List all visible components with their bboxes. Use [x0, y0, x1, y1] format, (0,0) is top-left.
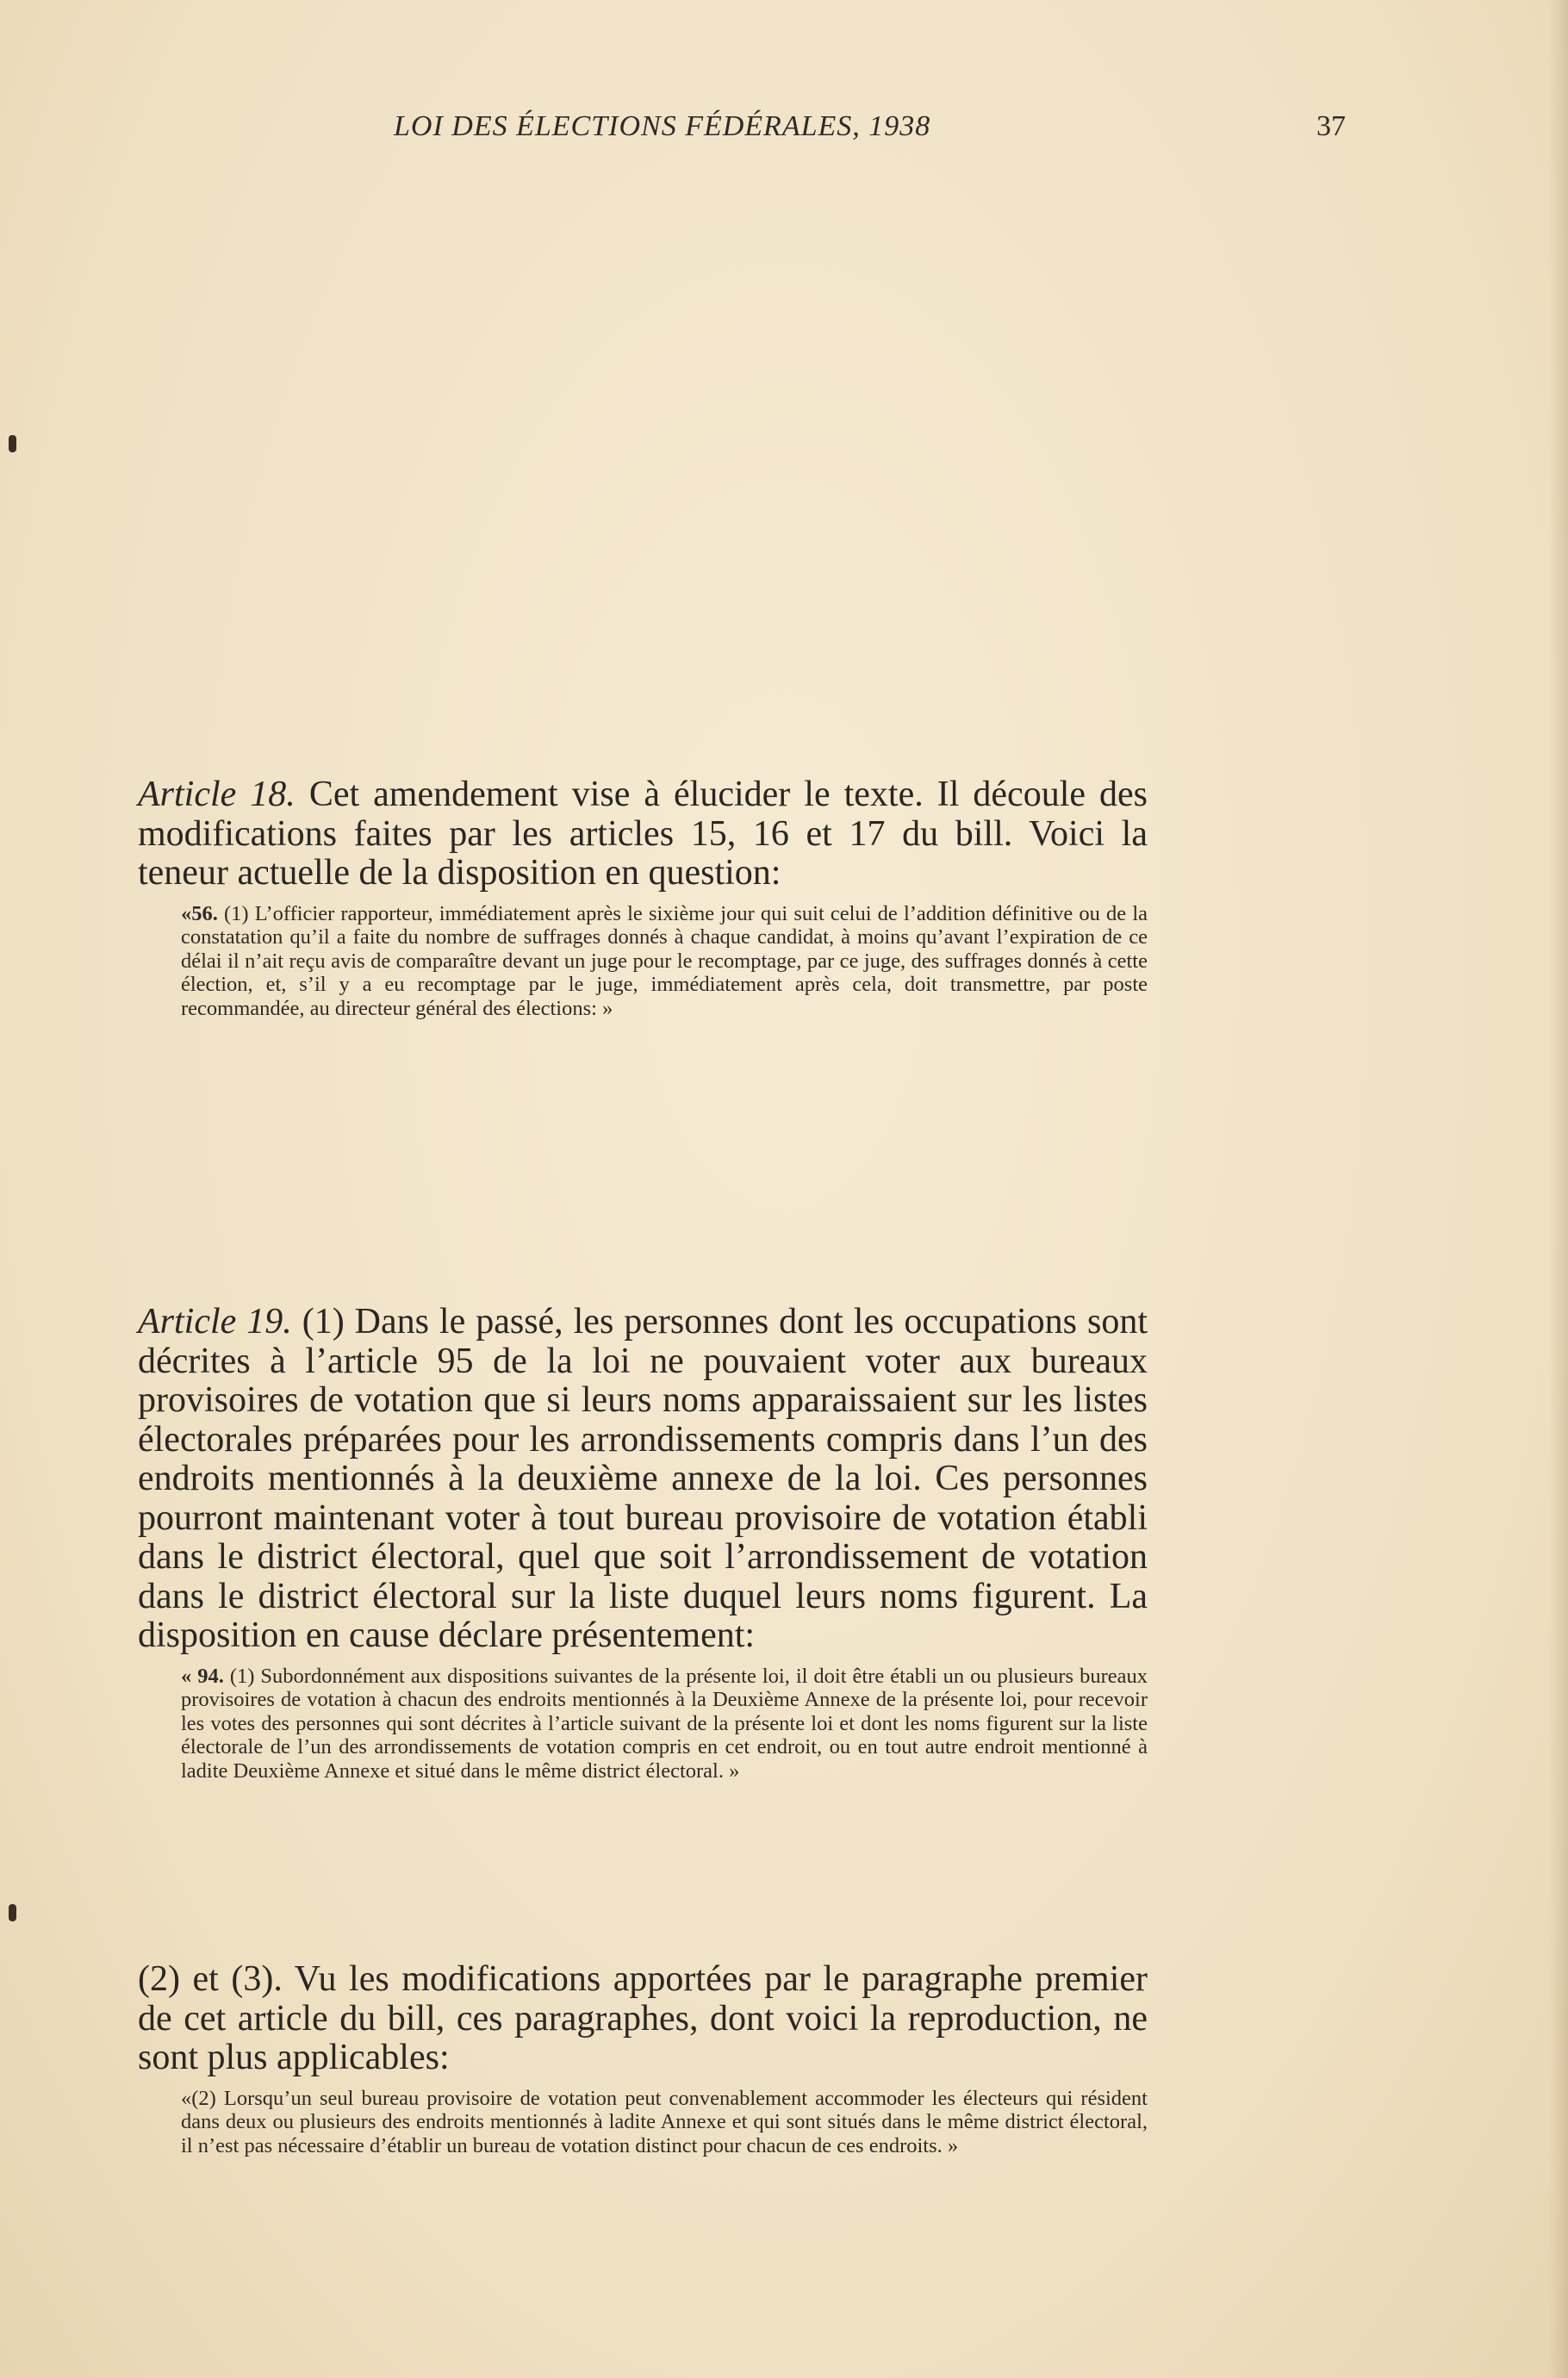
- running-head: LOI DES ÉLECTIONS FÉDÉRALES, 1938: [394, 110, 931, 142]
- article-18-section: [138, 775, 1148, 1020]
- quote-94-text: (1) Subordonnément aux dispositions suivantes de la présente loi, il doit être établi un ou plusieurs bureaux provisoires de votation à chacun des endroits mentionnés à la Deuxième Annexe de la présente loi, pour recevoir les votes des personnes qui sont décrites à l’article suivant de la présente loi et dont les noms figurent sur la liste électorale de l’un des arrondissements de votation compris en cet endroit, ou en tout autre endroit mentionné à ladite Deuxième Annexe et situé dans le même district électoral. »: [181, 1664, 1148, 1783]
- article-19-quote-2: «(2) Lorsqu’un seul bureau provisoire de votation peut convenablement accommoder les électeurs qui résident dans deux ou plusieurs des endroits mentionnés à ladite Annexe et qui sont situés dans le même district électoral, il n’est pas nécessaire d’établir un bureau de votation distinct pour chacun de ces endroits. »: [181, 2086, 1148, 2157]
- article-18-quote: [138, 902, 1148, 1021]
- quote-94-number: « 94.: [181, 1664, 224, 1688]
- article-19-paragraph: [138, 1303, 1148, 1656]
- article-19-para-2-3: [138, 1960, 1148, 2157]
- article-18-paragraph: [138, 775, 1148, 893]
- article-19-label: Article 19.: [138, 1302, 292, 1342]
- article-19-section: [138, 1303, 1148, 1783]
- quote-56-number: «56.: [181, 901, 218, 925]
- article-19-quote: [138, 1665, 1148, 1784]
- quote-56-text: (1) L’officier rapporteur, immédiatement après le sixième jour qui suit celui de l’addition définitive ou de la constatation qu’il a faite du nombre de suffrages donnés à chaque candidat, à moins qu’avant l’expiration de ce délai il n’ait reçu avis de comparaître devant un juge pour le recomptage, par ce juge, des suffrages donnés à cette élection, et, s’il y a eu recomptage par le juge, immédiatement après cela, doit transmettre, par poste recommandée, au directeur général des élections: »: [181, 901, 1148, 1020]
- article-18-label: Article 18.: [138, 775, 296, 814]
- page-edge-shadow: [1549, 0, 1568, 2378]
- page-number: 37: [1316, 110, 1346, 142]
- article-19-para2-text: (2) et (3). Vu les modifications apportées par le paragraphe premier de cet article du bill, ces paragraphes, dont voici la reproduction, ne sont plus applicables:: [138, 1959, 1148, 2077]
- binding-mark: [9, 435, 16, 452]
- article-18-text: Cet amendement vise à élucider le texte. Il découle des modifications faites par les articles 15, 16 et 17 du bill. Voici la teneur actuelle de la disposition en question:: [138, 775, 1148, 893]
- article-19-text: (1) Dans le passé, les personnes dont les occupations sont décrites à l’article 95 de la loi ne pouvaient voter aux bureaux provisoires de votation que si leurs noms apparaissaient sur les listes électorales préparées pour les arrondissements compris dans l’un des endroits mentionnés à la deuxième annexe de la loi. Ces personnes pourront maintenant voter à tout bureau provisoire de votation établi dans le district électoral, quel que soit l’arrondissement de votation dans le district électoral sur la liste duquel leurs noms figurent. La disposition en cause déclare présentement:: [138, 1302, 1148, 1655]
- binding-mark: [9, 1904, 16, 1921]
